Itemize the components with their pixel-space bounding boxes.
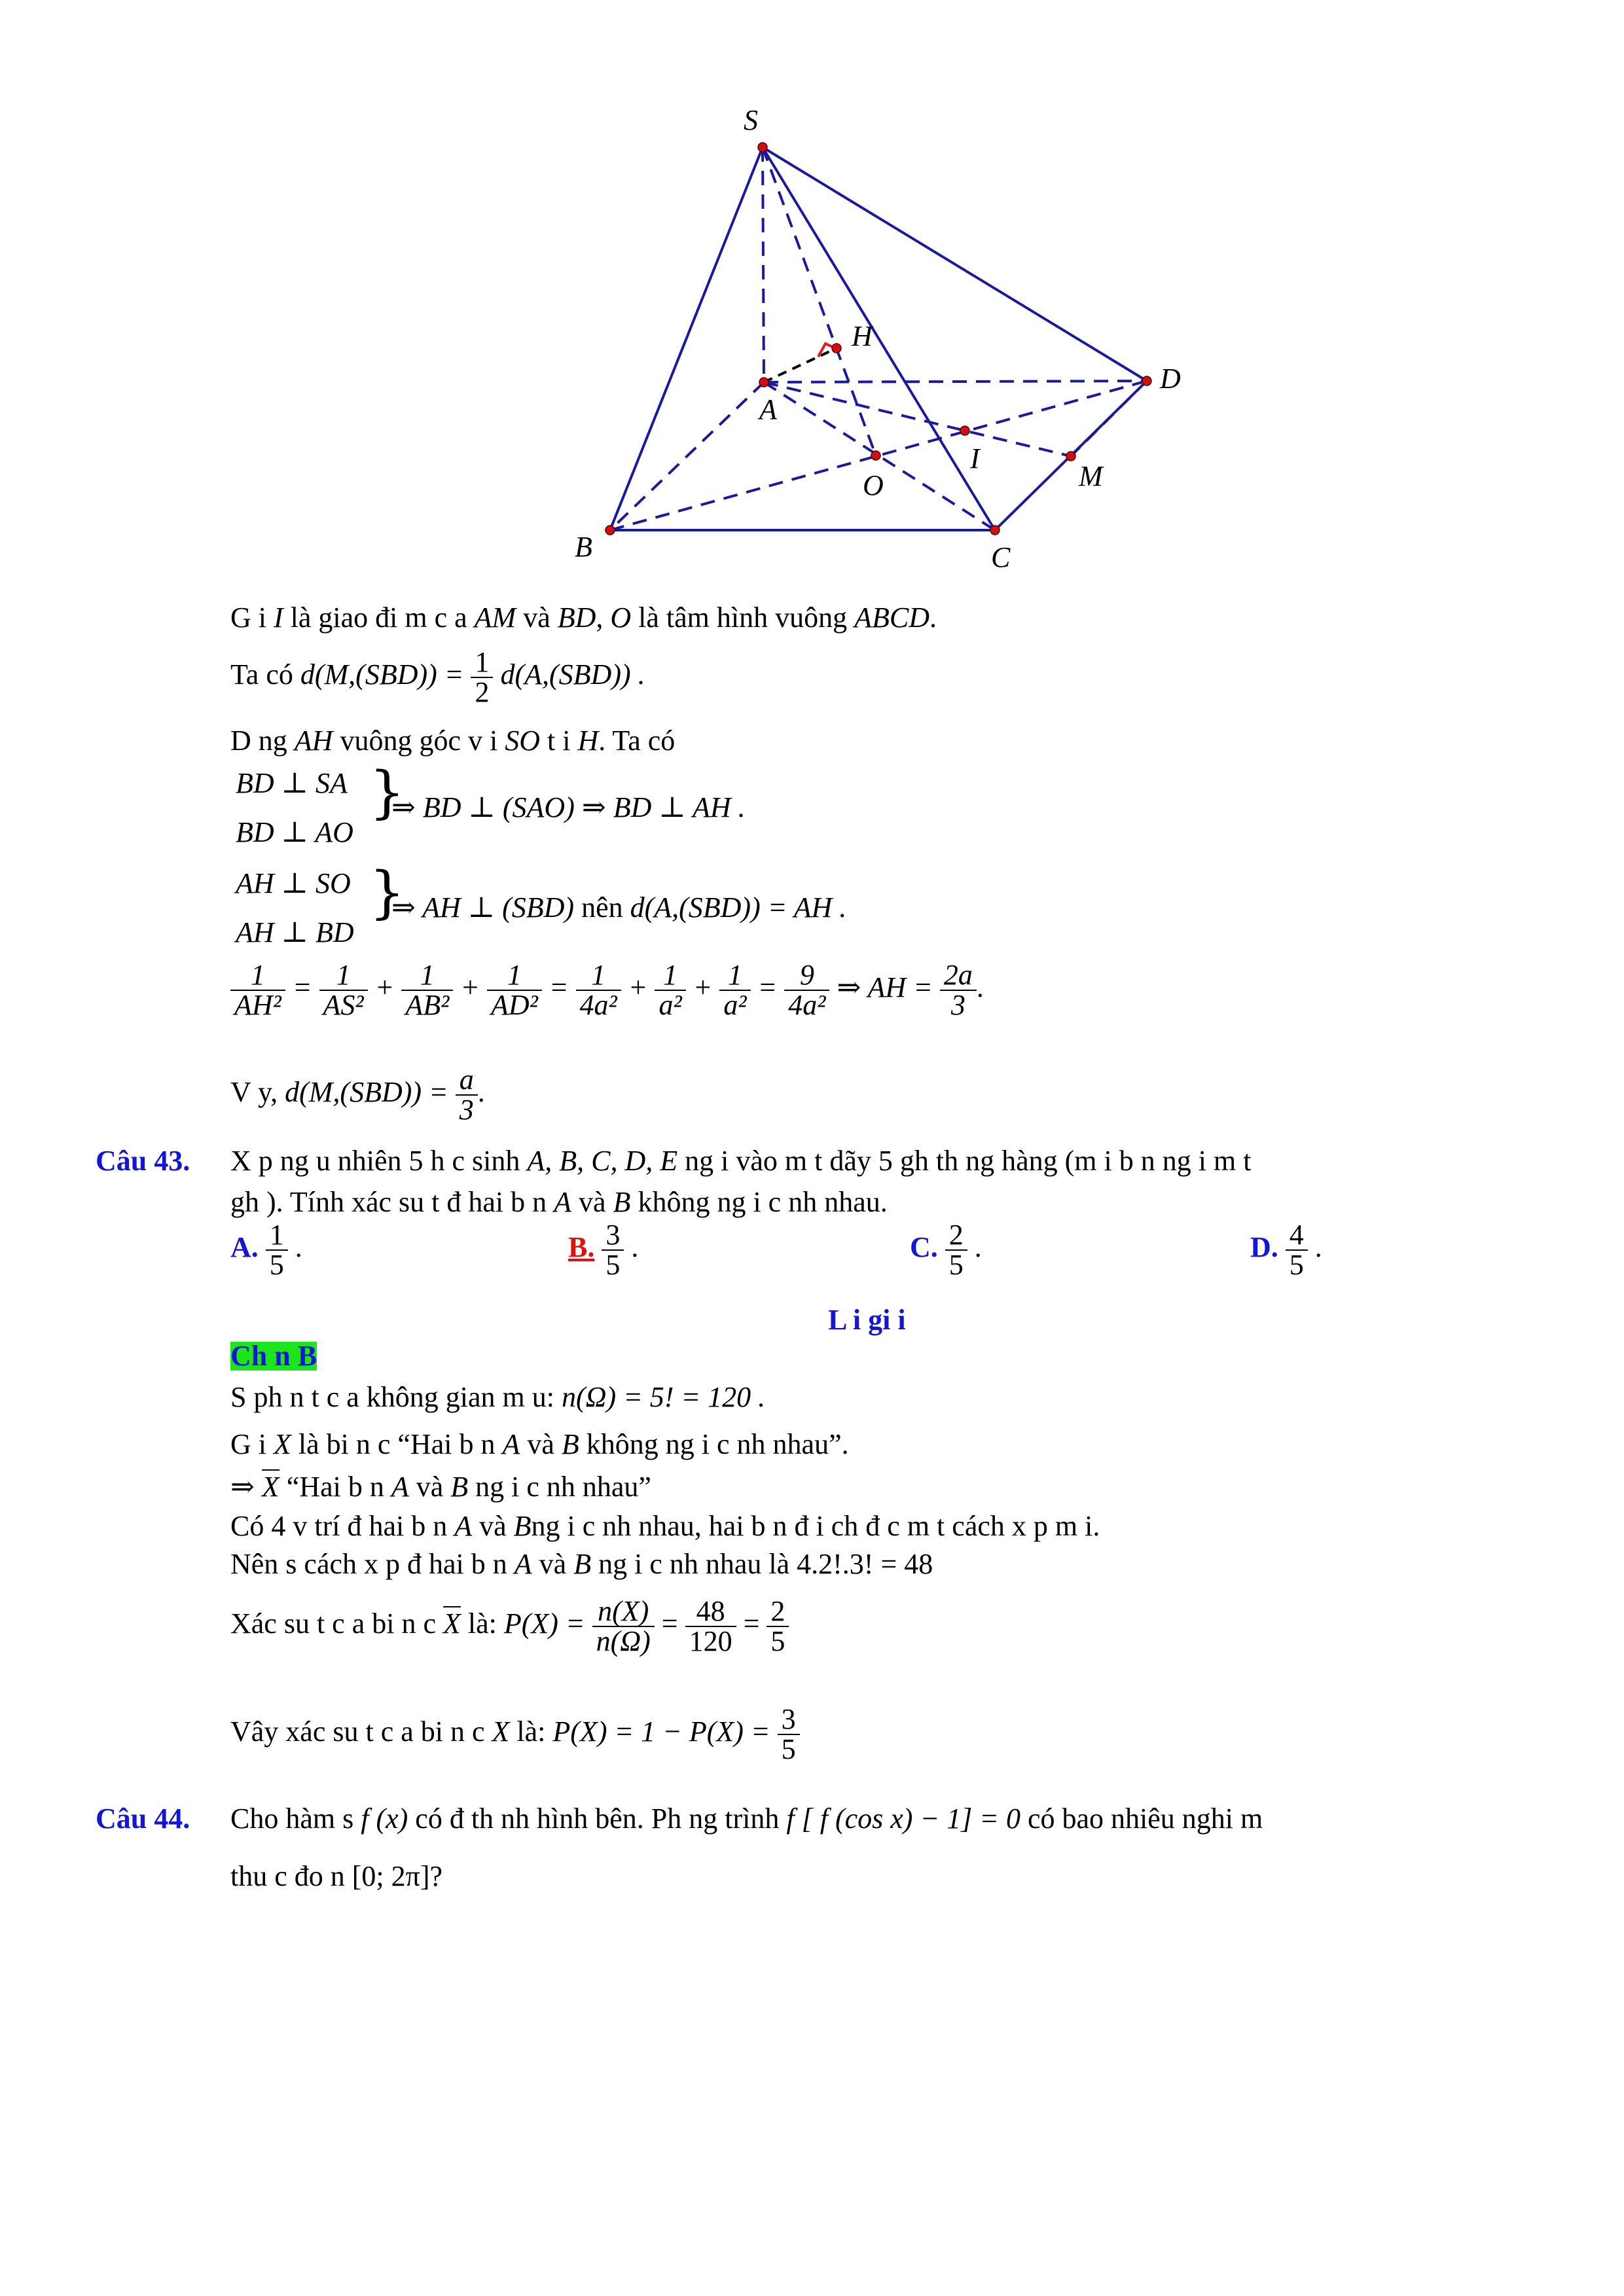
numerator: 1 [269, 1219, 284, 1251]
text: và [571, 1186, 613, 1218]
math: ⇒ AH = [837, 971, 933, 1004]
math: P(X) = [503, 1607, 585, 1640]
math: B [513, 1510, 532, 1542]
solution42-line2 [230, 648, 645, 707]
fraction [685, 1597, 736, 1656]
point-M [1066, 452, 1075, 461]
text: là giao đi m c a [283, 601, 475, 634]
system1-result: ⇒ BD ⊥ (SAO) ⇒ BD ⊥ AH . [391, 791, 746, 823]
fraction [1286, 1221, 1308, 1280]
label-D: D [1160, 363, 1181, 395]
denominator: 5 [602, 1249, 624, 1280]
denominator: 3 [456, 1094, 478, 1124]
fraction [940, 961, 977, 1020]
system1-row1: BD ⊥ SA [236, 767, 348, 799]
denominator: 5 [767, 1626, 789, 1656]
math: I [274, 601, 283, 634]
system2-result [391, 893, 846, 922]
text: là tâm hình vuông [631, 601, 855, 634]
math: AM [474, 601, 516, 634]
fraction [592, 1597, 655, 1656]
system2-row2: AH ⊥ BD [236, 916, 354, 948]
option-c[interactable]: C. $\frac{2}{5}$ . [910, 1219, 982, 1281]
math: ABCD [854, 601, 930, 634]
edge-SO [763, 147, 876, 456]
denominator: 4a² [784, 990, 829, 1020]
text: Cho hàm s [230, 1803, 361, 1835]
text: Vây xác su t c a bi n c [230, 1715, 492, 1748]
text: nên [574, 891, 630, 924]
fraction [576, 961, 621, 1020]
label-O: O [863, 469, 884, 501]
text: , [596, 601, 611, 634]
text: t i [539, 725, 578, 757]
fraction [471, 648, 493, 707]
math: B [450, 1471, 469, 1503]
math: O [610, 601, 632, 634]
option-key: D. [1250, 1231, 1278, 1264]
text: có bao nhiêu nghi m [1020, 1803, 1263, 1835]
text: D ng [230, 725, 295, 757]
text: và [520, 1428, 562, 1460]
system1-row2: BD ⊥ AO [236, 816, 353, 848]
q43-sol-line3 [230, 1473, 651, 1501]
math: 4.2!.3! = 48 [797, 1548, 933, 1580]
math: A [554, 1186, 572, 1218]
denominator: 3 [940, 990, 977, 1020]
numerator: 3 [781, 1703, 796, 1735]
text: là: [460, 1607, 504, 1640]
fraction [487, 961, 542, 1020]
math: BD [557, 601, 596, 634]
math: AH [294, 725, 333, 757]
numerator: 9 [799, 959, 814, 991]
math: A [502, 1428, 520, 1460]
label-H: H [852, 320, 873, 352]
math: ⇒ [230, 1471, 262, 1503]
denominator: 120 [685, 1626, 736, 1656]
text: G i [230, 601, 274, 634]
text: là: [509, 1715, 553, 1748]
numerator: 48 [696, 1595, 725, 1627]
math: d(A,(SBD)) = AH . [630, 891, 847, 924]
text: và [532, 1548, 574, 1580]
math: B [561, 1428, 579, 1460]
q43-sol-line6 [230, 1597, 789, 1656]
point-B [605, 526, 615, 535]
text: Có 4 v trí đ hai b n [230, 1510, 455, 1542]
point-H [832, 344, 841, 353]
label-S: S [744, 104, 758, 136]
fraction [778, 1705, 800, 1764]
denominator: 2 [471, 677, 493, 707]
numerator: 1 [727, 959, 742, 991]
q44-line1 [230, 1804, 1263, 1833]
q43-sol-line4 [230, 1512, 1100, 1541]
numerator: 1 [420, 959, 435, 991]
text: ng i c nh nhau” [468, 1471, 651, 1503]
text: ? [429, 1860, 443, 1892]
fraction [319, 961, 368, 1020]
text: gh ). Tính xác su t đ hai b n [230, 1186, 554, 1218]
numerator: 1 [475, 646, 490, 678]
math: = [743, 1607, 760, 1640]
text: ng i c nh nhau là [591, 1548, 797, 1580]
point-O [871, 451, 880, 460]
math: A [391, 1471, 409, 1503]
numerator: 2 [948, 1219, 964, 1251]
text: S ph n t c a không gian m u: [230, 1381, 562, 1413]
system1-brace: } [369, 760, 405, 825]
q44-label: Câu 44. [96, 1803, 190, 1835]
solution42-conclusion [230, 1066, 485, 1124]
denominator: a² [719, 990, 750, 1020]
label-A: A [759, 393, 777, 425]
q43-line2 [230, 1188, 888, 1217]
math: n(Ω) = 5! = 120 . [561, 1381, 766, 1413]
fraction [230, 961, 285, 1020]
edge-SD [763, 147, 1147, 381]
math: A [454, 1510, 473, 1542]
solution-title: L i gi i [828, 1304, 906, 1336]
numerator: 2 [770, 1595, 785, 1627]
q43-sol-line7 [230, 1705, 800, 1764]
fraction [266, 1221, 288, 1280]
pyramid-figure [0, 0, 1624, 589]
fraction [401, 961, 453, 1020]
text: và [516, 601, 558, 634]
denominator: 4a² [576, 990, 621, 1020]
denominator: AD² [487, 990, 542, 1020]
text: là bi n c “Hai b n [291, 1428, 503, 1460]
math: = [661, 1607, 678, 1640]
numerator: 3 [605, 1219, 621, 1251]
text: có đ th nh hình bên. Ph ng trình [408, 1803, 787, 1835]
text: ng i vào m t dãy 5 gh th ng hàng (m i b n ng i m t [677, 1145, 1252, 1177]
denominator: 5 [945, 1249, 967, 1280]
math: ⇒ AH ⊥ (SBD) [391, 891, 575, 924]
text: thu c đo n [230, 1860, 352, 1892]
math: SO [505, 725, 540, 757]
option-key-correct: B. [568, 1231, 595, 1264]
numerator: a [459, 1064, 474, 1096]
point-C [990, 526, 1000, 535]
text: V y, [230, 1076, 285, 1109]
text: G i [230, 1428, 274, 1460]
label-C: C [991, 541, 1011, 573]
numerator: 1 [336, 959, 351, 991]
math: d(M,(SBD)) = [285, 1076, 448, 1109]
numerator: n(X) [598, 1595, 649, 1627]
denominator: AS² [319, 990, 368, 1020]
math: f [ f (cos x) − 1] = 0 [786, 1803, 1020, 1835]
math: d(A,(SBD)) . [500, 658, 645, 691]
fraction [655, 961, 685, 1020]
system2-brace: } [369, 860, 405, 925]
denominator: n(Ω) [592, 1626, 655, 1656]
label-I: I [970, 442, 980, 475]
edge-SB [610, 147, 763, 530]
denominator: 5 [778, 1734, 800, 1764]
text: . [976, 971, 984, 1004]
fraction [767, 1597, 789, 1656]
math-overline: X [261, 1471, 280, 1503]
label-M: M [1079, 460, 1103, 492]
segment-AH [764, 348, 837, 382]
math: A [514, 1548, 532, 1580]
option-a[interactable]: A. $\frac{1}{5}$ . [230, 1219, 302, 1281]
text: “Hai b n [279, 1471, 391, 1503]
point-A [759, 378, 768, 387]
label-B: B [575, 531, 592, 563]
math: f (x) [361, 1803, 408, 1835]
math: d(M,(SBD)) = [300, 658, 464, 691]
text: và [408, 1471, 451, 1503]
numerator: 1 [250, 959, 265, 991]
ah-equation: $\frac{1}{\text{AH²}}$ = $\frac{1}{\text{AS²}}$ + $\frac{1}{\text{AB²}}$ + $\frac{1}{\text{AD²}}$ = $\frac{1}{\text{4a²}}$ + $\frac{1}{\text{a²}}$ + $\frac{1}{\text{a²}}$ = $\frac{9}{\text{4a²}}$ ⇒ AH = $\frac{2a}{3}$ . [230, 961, 984, 1020]
solution42-line3 [230, 726, 675, 755]
solution42-line1 [230, 603, 937, 632]
denominator: AH² [230, 990, 285, 1020]
text: Ta có [230, 658, 300, 691]
option-b[interactable]: B. $\frac{3}{5}$ . [568, 1219, 639, 1281]
q43-line1 [230, 1147, 1251, 1175]
text: . [929, 601, 937, 634]
system2-row1: AH ⊥ SO [236, 867, 351, 899]
math-overline: X [443, 1607, 461, 1640]
text: ng i c nh nhau, hai b n đ i ch đ c m t cách x p m i. [531, 1510, 1100, 1542]
text: Nên s cách x p đ hai b n [230, 1548, 514, 1580]
text: và [472, 1510, 514, 1542]
q43-sol-line5 [230, 1550, 933, 1579]
math: X [274, 1428, 291, 1460]
numerator: 1 [663, 959, 678, 991]
fraction [719, 961, 750, 1020]
denominator: AB² [401, 990, 453, 1020]
fraction [784, 961, 829, 1020]
numerator: 1 [507, 959, 522, 991]
math: [0; 2π] [352, 1860, 430, 1892]
numerator: 2a [943, 959, 973, 991]
option-key: A. [230, 1231, 259, 1264]
denominator: a² [655, 990, 685, 1020]
text: vuông góc v i [333, 725, 505, 757]
math: B [613, 1186, 631, 1218]
math: H [577, 725, 599, 757]
fraction [945, 1221, 967, 1280]
q43-sol-line2 [230, 1430, 849, 1459]
math: B [573, 1548, 592, 1580]
fraction [456, 1066, 478, 1124]
numerator: 4 [1289, 1219, 1304, 1251]
math: X [492, 1715, 510, 1748]
option-key: C. [910, 1231, 938, 1264]
text: không ng i c nh nhau. [630, 1186, 888, 1218]
point-S [758, 143, 767, 152]
q43-sol-line1 [230, 1383, 765, 1412]
text: X p ng u nhiên 5 h c sinh [230, 1145, 528, 1177]
math: A, B, C, D, E [527, 1145, 678, 1177]
chosen-answer: Ch n B [230, 1340, 317, 1372]
text: không ng i c nh nhau”. [579, 1428, 849, 1460]
text: . [477, 1076, 485, 1109]
option-d[interactable]: D. $\frac{4}{5}$ . [1250, 1219, 1322, 1281]
q43-label: Câu 43. [96, 1145, 190, 1177]
q44-line2 [230, 1862, 442, 1891]
fraction [602, 1221, 624, 1280]
edge-AD [764, 381, 1147, 382]
math: P(X) = 1 − P(X) = [552, 1715, 770, 1748]
denominator: 5 [1286, 1249, 1308, 1280]
numerator: 1 [591, 959, 606, 991]
denominator: 5 [266, 1249, 288, 1280]
point-D [1142, 376, 1151, 386]
edge-SA [763, 147, 764, 382]
text: . Ta có [598, 725, 676, 757]
text: Xác su t c a bi n c [230, 1607, 443, 1640]
point-I [960, 426, 969, 435]
